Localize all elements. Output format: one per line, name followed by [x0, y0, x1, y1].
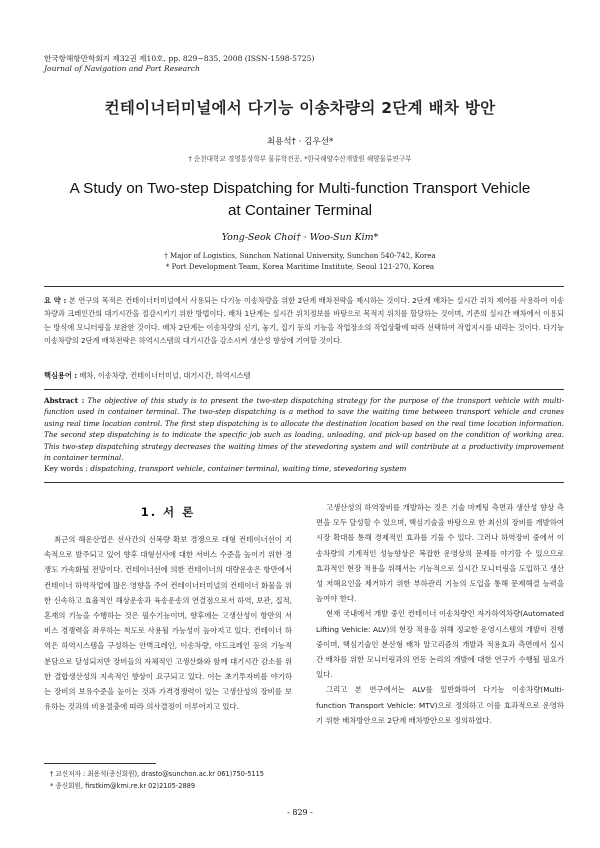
- title-english-line1: A Study on Two-step Dispatching for Multi-function Transport Vehicle: [69, 180, 531, 197]
- affiliation-korean: † 순천대학교 경영통상학부 물류학전공, *한국해양수산개발원 해양물류연구부: [188, 155, 412, 163]
- title-korean: 컨테이너터미널에서 다기능 이송차량의 2단계 배차 방안: [104, 99, 496, 117]
- body-paragraph: 그리고 본 연구에서는 ALV를 일반화하여 다기능 이송차량(Multi-function Transport Vehicle: MTV)으로 정의하고 이를 효과적으로 운영하기 위한 배차방안으로 2단계 배차방안으로 정의하였다.: [316, 685, 564, 725]
- section-heading: 1. 서 론: [140, 505, 196, 519]
- body-paragraph: 최근의 해운산업은 선사간의 선복량 확보 경쟁으로 대형 컨테이너선이 지속적으로 발주되고 있어 향후 대형선사에 대한 서비스 수준을 높이기 위한 경쟁도 가속화될 전망이다. 컨테이너선에 의한 컨테이너의 대량운송은 항만에서 컨테이너 하역작업에 많은 영향을 주어 컨테이너터미널의 컨테이너 화물을 위한 신속하고 효율적인 해상운송과 육송운송의 연결점으로서 하역, 보관, 집적, 혼재의 기능을 수행하는 것은 필수기능이며, 향후에는 고생산성이 항만의 서비스 경쟁력을 좌우하는 척도로 사용될 가능성이 높아지고 있다. 컨테이너 하역은 하역시스템을 구성하는 안벽크레인, 이송차량, 야드크레인 등의 기능적 분담으로 달성되지만 장비들의 자체적인 고생산화와 함께 대기시간 감소를 위한 결합생산성의 지속적인 향상이 요구되고 있다. 이는 초기투자비를 야기하는 장비의 보유수준을 높이는 것과 가격경쟁력이 있는 고생산성의 장비를 보유하는 것과의 비용절충에 따라 의사결정이 이루어지고 있다.: [44, 535, 292, 712]
- abstract-korean: [44, 294, 564, 348]
- footnote-divider: [44, 763, 156, 764]
- journal-name-en: Journal of Navigation and Port Research: [44, 64, 200, 73]
- footnote-corresponding-author: † 교신저자 : 최용석(종신회원), drasto@sunchon.ac.kr 061)750-5115: [50, 770, 264, 778]
- body-paragraph: 현재 국내에서 개발 중인 컨테이너 이송차량인 자가하역차량(Automated Lifting Vehicle: ALV)의 현장 적용을 위해 정교한 운영시스템의 개발이 진행 중이며, 핵심기술인 분산형 배차 알고리즘의 개발과 적용효과 측면에서 실시간 배차를 위한 모니터링과의 연동 논리의 개발에 대한 연구가 수행될 필요가 있다.: [316, 609, 564, 680]
- abstract-korean-head: 요 약 :: [44, 296, 67, 305]
- page-number: - 829 -: [287, 808, 313, 817]
- divider-top: [44, 286, 564, 287]
- abstract-english: [44, 395, 564, 463]
- divider-middle: [44, 389, 564, 390]
- affiliation-english-line1: † Major of Logistics, Sunchon National University, Sunchon 540-742, Korea: [164, 251, 436, 260]
- keywords-english: [44, 464, 564, 473]
- keywords-english-text: dispatching, transport vehicle, container terminal, waiting time, stevedoring system: [87, 464, 407, 473]
- keywords-korean: [44, 371, 564, 381]
- keywords-korean-head: 핵심용어 :: [44, 371, 78, 380]
- footnote-coauthor: * 종신회원, firstkim@kmi.re.kr 02)2105-2889: [50, 782, 196, 790]
- abstract-english-head: Abstract :: [44, 396, 85, 405]
- keywords-korean-text: 배차, 이송차량, 컨테이너터미널, 대기시간, 하역시스템: [77, 371, 251, 380]
- abstract-english-text: The objective of this study is to present the two-step dispatching strategy for the purpose of the transport vehicle with multi-function used in container terminal. The two-step dispatching is a method to save the waiting time between transport vehicle and cranes using real time location control. The first step dispatching is to allocate the destination location based on the real time location information. The second step dispatching is to indicate the specific job such as loading, unloading, and pick-up based on the condition of working area. This two-step dispatching strategy decreases the waiting times of the stevedoring system and will contribute at a productivity improvement in container terminal.: [44, 396, 565, 463]
- title-english: [40, 178, 560, 222]
- body-paragraph: 고생산성의 하역장비를 개발하는 것은 기술 마케팅 측면과 생산성 향상 측면을 모두 달성할 수 있으며, 핵심기술을 바탕으로 한 최신의 장비를 개발하여 시장 확대를 통해 경제적인 효과를 기둘 수 있다. 그러나 하역장비 중에서 이송차량의 기계적인 성능향상은 복잡한 운영상의 문제를 야기할 수 있으므로 효과적인 현장 적용을 위해서는 기능적으로 실시간 모니터링을 도입하고 생산성 저해요인을 제거하기 위한 부하관리 기능의 도입을 통해 문제해결 능력을 높여야 한다.: [316, 503, 564, 604]
- affiliation-english: [0, 250, 600, 272]
- affiliation-english-line2: * Port Development Team, Korea Maritime Institute, Seoul 121-270, Korea: [165, 262, 435, 271]
- journal-header: [44, 54, 314, 74]
- authors-korean: 최용석† · 김우선*: [266, 137, 334, 147]
- keywords-english-head: Key words :: [44, 464, 88, 473]
- journal-citation: 한국항해항만학회지 제32권 제10호, pp. 829~835, 2008 (ISSN-1598-5725): [44, 54, 315, 63]
- column-left: [44, 500, 292, 714]
- authors-english: Yong-Seok Choi† · Woo-Sun Kim*: [221, 232, 379, 243]
- title-english-line2: at Container Terminal: [227, 202, 373, 219]
- divider-bottom: [44, 482, 564, 483]
- abstract-korean-text: 본 연구의 목적은 컨테이너터미널에서 사용되는 다기능 이송차량을 위한 2단계 배차전략을 제시하는 것이다. 2단계 배차는 실시간 위치 제어를 사용하여 이송차량과 크레인간의 대기시간을 절감시키기 위한 방법이다. 배차 1단계는 실시간 위치정보를 바탕으로 목적지 위치를 할당하는 것이며, 기존의 실시간 배차에서 이용되는 방식에 모니터링을 보완한 것이다. 배차 2단계는 이송차량의 신기, 놓기, 집기 등의 기능을 작업장소의 작업상황에 따라 선택하여 작업지시를 내리는 것이다. 다기능 이송차량의 2단계 배차전략은 하역시스템의 대기시간을 감소시켜 생산성 향상에 기여할 것이다.: [44, 296, 565, 346]
- column-right: [316, 500, 564, 728]
